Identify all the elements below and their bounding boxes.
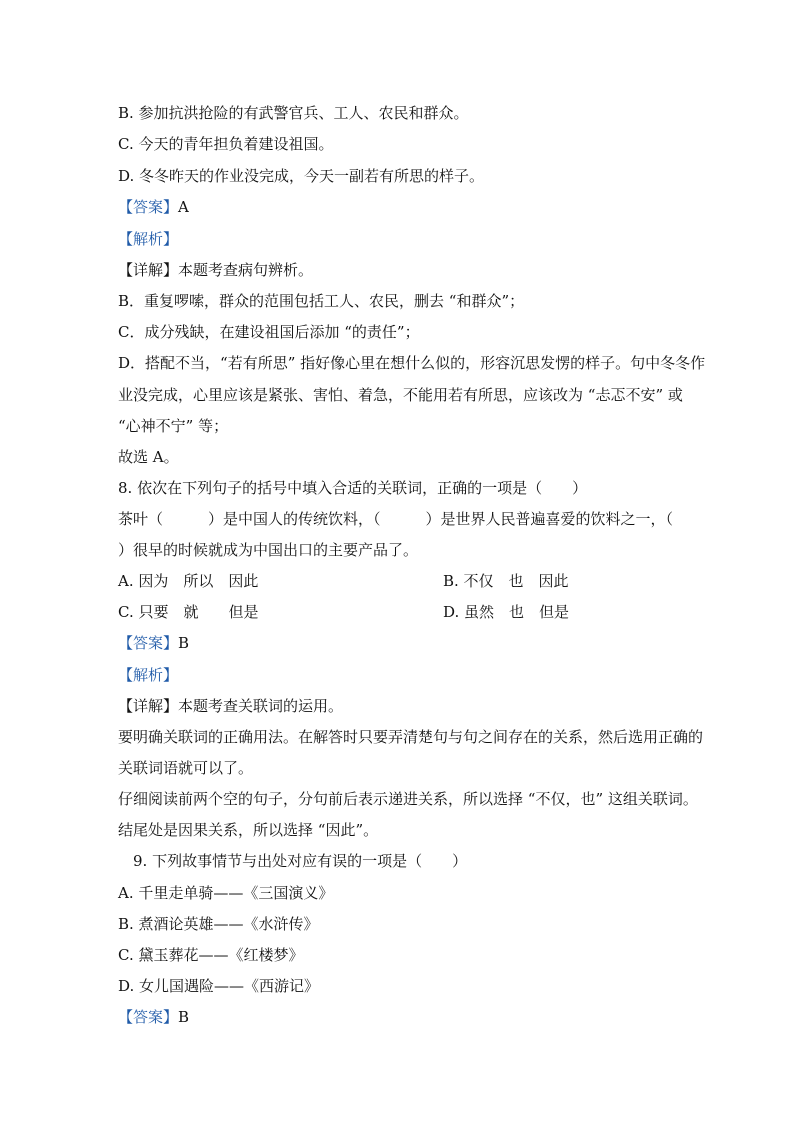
q8-option-a: A. 因为 所以 因此 xyxy=(118,572,259,590)
q9-stem: 9. 下列故事情节与出处对应有误的一项是（ ） xyxy=(118,852,468,870)
detail-text: 本题考查关联词的运用。 xyxy=(178,697,344,715)
q9-option-a: A. 千里走单骑——《三国演义》 xyxy=(118,884,334,902)
q7-conclusion: 故选 A。 xyxy=(118,448,179,466)
detail-tag: 【详解】 xyxy=(118,261,179,279)
answer-value: B xyxy=(178,1008,190,1026)
q8-sentence-2: ）很早的时候就成为中国出口的主要产品了。 xyxy=(118,541,419,559)
q7-analysis-tag: 【解析】 xyxy=(118,230,179,248)
q9-option-b: B. 煮酒论英雄——《水浒传》 xyxy=(118,915,319,933)
q8-para-1b: 关联词语就可以了。 xyxy=(118,759,254,777)
q7-explain-d-1: D．搭配不当，“若有所思” 指好像心里在想什么似的，形容沉思发愣的样子。句中冬冬作 xyxy=(118,354,706,372)
q7-explain-d-3: “心神不宁” 等； xyxy=(118,417,229,435)
q7-option-b: B. 参加抗洪抢险的有武警官兵、工人、农民和群众。 xyxy=(118,104,469,122)
q8-stem: 8. 依次在下列句子的括号中填入合适的关联词，正确的一项是（ ） xyxy=(118,479,588,497)
detail-tag: 【详解】 xyxy=(118,697,179,715)
q7-option-c: C. 今天的青年担负着建设祖国。 xyxy=(118,135,334,153)
q7-answer-line xyxy=(118,197,189,217)
q8-para-3: 结尾处是因果关系，所以选择 “因此”。 xyxy=(118,821,379,839)
q7-explain-c: C．成分残缺，在建设祖国后添加 “的责任”； xyxy=(118,323,420,341)
answer-value: B xyxy=(178,634,190,652)
q7-explain-b: B．重复啰嗦，群众的范围包括工人、农民，删去 “和群众”； xyxy=(118,292,525,310)
q8-sentence-1: 茶叶（ ）是中国人的传统饮料，（ ）是世界人民普遍喜爱的饮料之一，（ xyxy=(118,510,674,528)
q9-option-d: D. 女儿国遇险——《西游记》 xyxy=(118,977,320,995)
q7-detail-line xyxy=(118,260,313,280)
q9-option-c: C. 黛玉葬花——《红楼梦》 xyxy=(118,946,304,964)
q9-answer-line xyxy=(118,1007,189,1027)
answer-tag: 【答案】 xyxy=(118,634,179,652)
q8-analysis-tag: 【解析】 xyxy=(118,666,179,684)
answer-tag: 【答案】 xyxy=(118,198,179,216)
q8-option-b: B. 不仅 也 因此 xyxy=(443,572,569,590)
q8-option-d: D. 虽然 也 但是 xyxy=(443,603,570,621)
answer-value: A xyxy=(178,198,189,216)
q8-answer-line xyxy=(118,633,189,653)
detail-text: 本题考查病句辨析。 xyxy=(178,261,314,279)
q8-option-c: C. 只要 就 但是 xyxy=(118,603,259,621)
q8-para-1a: 要明确关联词的正确用法。在解答时只要弄清楚句与句之间存在的关系，然后选用正确的 xyxy=(118,728,704,746)
q8-para-2: 仔细阅读前两个空的句子，分句前后表示递进关系，所以选择 “不仅，也” 这组关联词。 xyxy=(118,790,698,808)
q8-detail-line xyxy=(118,696,343,716)
answer-tag: 【答案】 xyxy=(118,1008,179,1026)
q7-explain-d-2: 业没完成，心里应该是紧张、害怕、着急，不能用若有所思，应该改为 “忐忑不安” 或 xyxy=(118,386,683,404)
q7-option-d: D. 冬冬昨天的作业没完成，今天一副若有所思的样子。 xyxy=(118,167,485,185)
